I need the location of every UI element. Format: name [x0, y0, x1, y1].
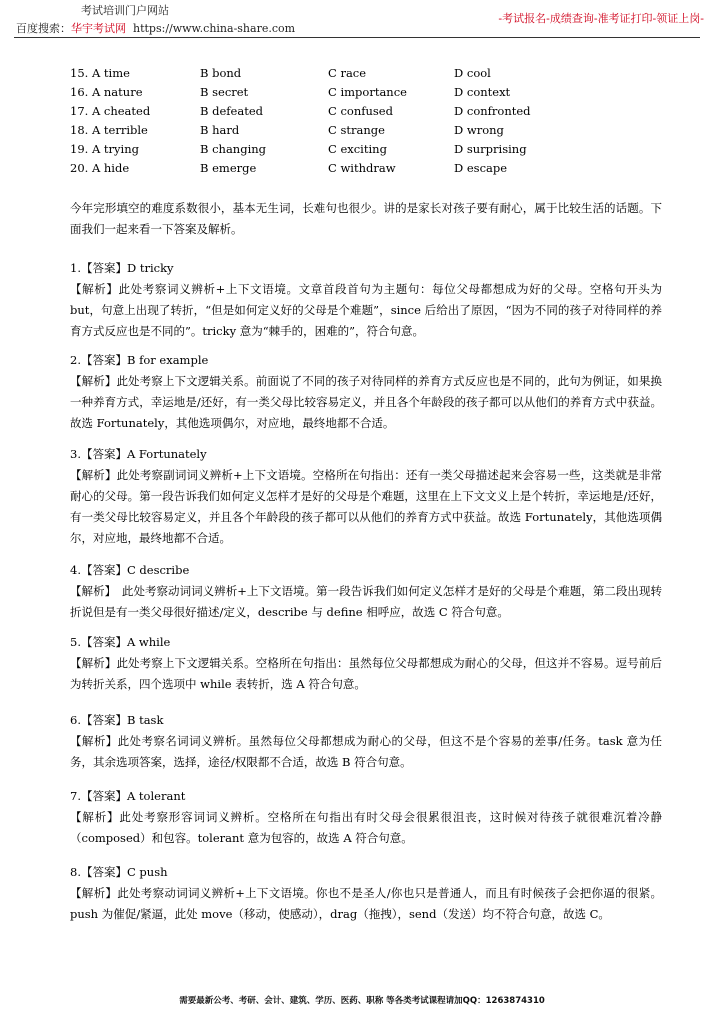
answer-explanation: 【解析】此处考察动词词义辨析+上下文语境。你也不是圣人/你也只是普通人，而且有时候孩子会把你逼的很紧。push 为催促/紧逼，此处 move（移动，使感动），drag（拖拽），send（发送）均不符合句意，故选 C。: [70, 886, 662, 921]
answer-explanation: 【解析】此处考察词义辨析+上下文语境。文章首段首句为主题句：每位父母都想成为好的父母。空格句开头为 but，句意上出现了转折，“但是如何定义好的父母是个难题”，since 后给出了原因，“因为不同的孩子对待同样的养育方式反应也是不同的”。tricky 意为“棘手的，困难的”，符合句意。: [70, 282, 662, 338]
answer-block: [70, 862, 662, 925]
site-url[interactable]: https://www.china-share.com: [133, 22, 296, 35]
options-table: [70, 66, 670, 180]
answer-explanation: 【解析】此处考察副词词义辨析+上下文语境。空格所在句指出：还有一类父母描述起来会容易一些，这类就是非常耐心的父母。第一段告诉我们如何定义怎样才是好的父母是个难题，这里在上下文文义上是个转折，幸运地是/还好，有一类父母比较容易定义，并且各个年龄段的孩子都可以从他们的养育方式中获益。故选 Fortunately，其他选项偶尔，对应地，最终地都不合适。: [70, 468, 662, 545]
option-row: [70, 85, 670, 104]
answer-heading: 6.【答案】B task: [70, 713, 164, 727]
link-admission-print[interactable]: 准考证打印-: [597, 12, 657, 25]
option-cell: D wrong: [454, 123, 504, 137]
answer-heading: 3.【答案】A Fortunately: [70, 447, 207, 461]
option-cell: B secret: [200, 85, 249, 99]
option-cell: B emerge: [200, 161, 257, 175]
option-cell: B hard: [200, 123, 240, 137]
answer-heading: 7.【答案】A tolerant: [70, 789, 186, 803]
option-row: [70, 142, 670, 161]
link-exam-signup[interactable]: -考试报名-: [498, 12, 550, 25]
search-label: 百度搜索：: [16, 22, 71, 35]
option-cell: C strange: [328, 123, 385, 137]
option-cell: D cool: [454, 66, 491, 80]
option-row: [70, 123, 670, 142]
answer-explanation: 【解析】此处考察上下文逻辑关系。前面说了不同的孩子对待同样的养育方式反应也是不同的，此句为例证，如果换一种养育方式，幸运地是/还好，有一类父母比较容易定义，并且各个年龄段的孩子都可以从他们的养育方式中获益。故选 Fortunately，其他选项偶尔，对应地，最终地都不合适。: [70, 374, 662, 430]
option-cell: C confused: [328, 104, 393, 118]
header-title: 考试培训门户网站: [81, 4, 169, 17]
link-certificate[interactable]: 领证上岗-: [656, 12, 704, 25]
option-cell: B changing: [200, 142, 267, 156]
answer-explanation: 【解析】此处考察上下文逻辑关系。空格所在句指出：虽然每位父母都想成为耐心的父母，但这并不容易。逗号前后为转折关系，四个选项中 while 表转折，选 A 符合句意。: [70, 656, 662, 691]
answer-block: [70, 786, 662, 849]
header-links: [498, 10, 704, 26]
answer-heading: 4.【答案】C describe: [70, 563, 190, 577]
answer-block: [70, 258, 662, 342]
answer-block: [70, 560, 662, 623]
answer-heading: 1.【答案】D tricky: [70, 261, 174, 275]
answer-heading: 2.【答案】B for example: [70, 353, 209, 367]
option-cell: B bond: [200, 66, 242, 80]
search-brand-link[interactable]: 华宇考试网: [71, 22, 126, 35]
answer-heading: 8.【答案】C push: [70, 865, 168, 879]
answer-heading: 5.【答案】A while: [70, 635, 171, 649]
answer-block: [70, 632, 662, 695]
option-cell: D context: [454, 85, 511, 99]
page-footer: 需要最新公考、考研、会计、建筑、学历、医药、职称 等各类考试课程请加QQ：1263874310: [179, 996, 545, 1006]
option-cell: 18. A terrible: [70, 123, 148, 137]
option-row: [70, 161, 670, 180]
option-cell: C exciting: [328, 142, 387, 156]
answer-block: [70, 350, 662, 434]
option-cell: B defeated: [200, 104, 263, 118]
option-cell: 17. A cheated: [70, 104, 151, 118]
option-cell: C importance: [328, 85, 407, 99]
option-cell: C race: [328, 66, 367, 80]
answer-explanation: 【解析】此处考察名词词义辨析。虽然每位父母都想成为耐心的父母，但这不是个容易的差事/任务。task 意为任务，其余选项答案，选择，途径/权限都不合适，故选 B 符合句意。: [70, 734, 662, 769]
answer-explanation: 【解析】 此处考察动词词义辨析+上下文语境。第一段告诉我们如何定义怎样才是好的父母是个难题，第二段出现转折说但是有一类父母很好描述/定义，describe 与 define 相呼应，故选 C 符合句意。: [70, 584, 662, 619]
option-cell: D escape: [454, 161, 508, 175]
option-row: [70, 66, 670, 85]
intro-paragraph: 今年完形填空的难度系数很小，基本无生词，长难句也很少。讲的是家长对孩子要有耐心，属于比较生活的话题。下面我们一起来看一下答案及解析。: [70, 201, 662, 236]
option-cell: D confronted: [454, 104, 531, 118]
option-cell: 19. A trying: [70, 142, 139, 156]
option-cell: 20. A hide: [70, 161, 130, 175]
answer-block: [70, 710, 662, 773]
answer-explanation: 【解析】此处考察形容词词义辨析。空格所在句指出有时父母会很累很沮丧，这时候对待孩子就很难沉着冷静（composed）和包容。tolerant 意为包容的，故选 A 符合句意。: [70, 810, 662, 845]
header-divider: [14, 37, 700, 38]
option-cell: C withdraw: [328, 161, 396, 175]
page-header: [0, 0, 724, 42]
option-row: [70, 104, 670, 123]
option-cell: 16. A nature: [70, 85, 143, 99]
answer-block: [70, 444, 662, 549]
option-cell: D surprising: [454, 142, 527, 156]
header-search-line: [16, 20, 295, 36]
option-cell: 15. A time: [70, 66, 130, 80]
link-score-query[interactable]: 成绩查询-: [549, 12, 598, 25]
